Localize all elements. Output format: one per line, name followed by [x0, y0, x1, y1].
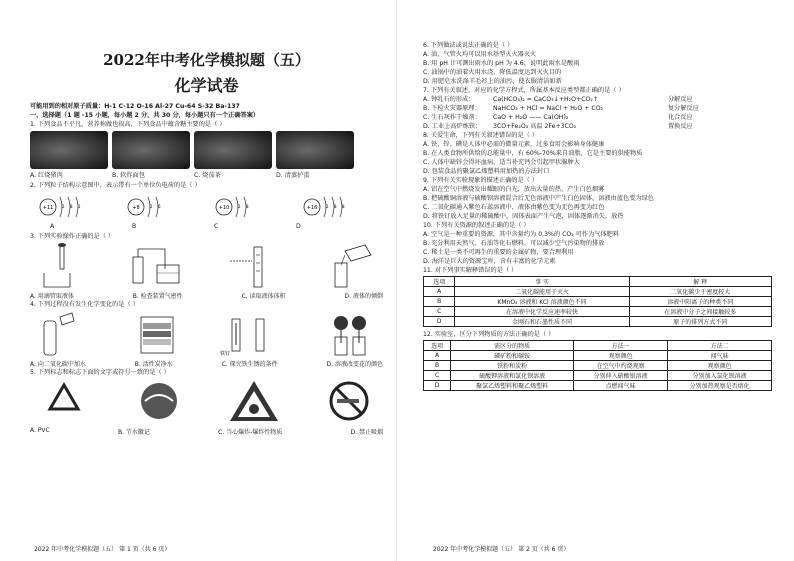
q6-option-b: B. 用 pH 计可测出雨水的 pH 为 4.6，说明此雨水是酸雨	[423, 60, 580, 67]
q8-option-c: C. 人体中缺锌会得坏血病，适当补充钙会引起甲状腺肿大	[423, 159, 580, 166]
svg-text:8: 8	[342, 204, 345, 209]
q5-option-c: C. 当心爆炸-爆炸性物质	[218, 429, 283, 436]
svg-text:8: 8	[70, 204, 73, 209]
question-11: 11. 对下列事实解释错误的是（ ）	[423, 267, 518, 274]
svg-text:1: 1	[78, 204, 81, 209]
q4-option-d: D. 溶液改变花的颜色	[326, 361, 383, 368]
table-row: D 金刚石和石墨性质不同 原子的排列方式不同	[424, 317, 772, 327]
q9-option-a: A. 铝在空气中燃烧发出耀眼的白光，放出大量的热，产生白色烟雾	[423, 186, 605, 193]
q5-option-b: B. 节水徽记	[117, 429, 150, 436]
question-6: 6. 下列做法或说法正确的是（ ）	[423, 42, 514, 49]
q3-option-b: B. 检查装置气密性	[132, 293, 183, 300]
q7-option-a: A. 钟乳石的形成： Ca(HCO₃)₂ = CaCO₃↓+H₂O+CO₂↑ 分解反应	[423, 96, 693, 103]
question-5: 5. 下列标志和标志下面的文字或符号一致的是（ ）	[30, 369, 170, 376]
svg-text:8: 8	[246, 204, 249, 209]
water-filter-figure	[125, 311, 193, 357]
q11-table	[423, 276, 772, 327]
atom-diagram-c	[212, 192, 272, 222]
nucleus-d: +16	[306, 205, 318, 211]
atom-diagram-d	[300, 192, 360, 222]
q12-table	[423, 340, 772, 391]
flower-figure	[315, 311, 383, 357]
exam-subtitle: 化学试卷	[174, 76, 239, 95]
cylinder-figure	[220, 243, 288, 289]
q7-option-c: C. 生石灰作干燥剂： CaO + H₂O —— Ca(OH)₂ 化合反应	[423, 114, 693, 121]
dropper-figure	[30, 243, 98, 289]
q2-label-a: A	[50, 223, 55, 230]
q5-options	[30, 427, 383, 436]
svg-text:2: 2	[238, 204, 241, 209]
q3-figures	[30, 243, 383, 289]
co2-bottle-figure	[30, 311, 98, 357]
section-1-heading: 一、选择题（1 题 -15 小题，每小题 2 分，共 30 分，每小题只有一个正确答案）	[30, 112, 260, 119]
atom-diagrams	[36, 192, 383, 222]
table-row: D 聚氯乙烯塑料和聚乙烯塑料 点燃闻气味 分别加热观察是否熔化	[424, 381, 772, 391]
page-1-footer: 2022 年中考化学模拟题（五） 第 1 页（共 6 页）	[34, 546, 171, 553]
recycle-icon	[30, 379, 98, 425]
q8-option-d: D. 包装食品的聚氯乙烯塑料用加热的方法封口	[423, 168, 550, 175]
nucleus-c: +10	[218, 205, 230, 211]
q7-option-d: D. 工业上高炉炼铁： 3CO+Fe₂O₃ 高温 2Fe+3CO₂ 置换反应	[423, 123, 693, 130]
q1-option-c: C. 烧茄茶	[194, 172, 221, 179]
table-header-row: 选项 事 实 解 释	[424, 277, 772, 287]
q2-labels	[50, 223, 383, 230]
q1-option-a: A. 红烧猪肉	[30, 172, 63, 179]
food-photo-b	[112, 131, 190, 169]
rust-test-figure	[220, 311, 288, 357]
explosive-warning-icon	[220, 379, 288, 425]
q6-option-c: C. 油锅中的油着火用水浇，降低温度达到灭火目的	[423, 69, 562, 76]
question-8: 8. 关爱生命，下列有关叙述错误的是（ ）	[423, 132, 539, 139]
no-smoking-icon	[315, 379, 383, 425]
q4-option-b: B. 活性炭净水	[134, 361, 173, 368]
page-2	[397, 0, 794, 561]
airtightness-figure	[125, 243, 193, 289]
nucleus-a: +11	[42, 205, 54, 211]
svg-text:6: 6	[158, 204, 161, 209]
q5-option-a: A. PVC	[30, 427, 50, 434]
q5-signs	[30, 379, 383, 425]
food-photo-a	[30, 131, 108, 169]
q6-option-a: A. 油、气管火均可以用水基型灭火器灭火	[423, 51, 537, 58]
q2-label-c: C	[214, 223, 219, 230]
table-row: A 二氧化碳能用于灭火 二氧化碳少于密度较大	[424, 287, 772, 297]
q3-option-c: C. 读取液体体积	[241, 293, 286, 300]
table-row: B 铁粉和炭粉 在空气中灼烧观察 观察颜色	[424, 361, 772, 371]
q10-option-d: D. 海洋是巨大的资源宝库，含有丰富的化学元素	[423, 258, 556, 265]
q2-label-b: B	[132, 223, 137, 230]
question-10: 10. 下列有关资源的叙述正确的是（ ）	[423, 222, 530, 229]
q10-option-c: C. 稀土是一类不可再生的重要的金属矿物，要合理利用	[423, 249, 574, 256]
table-row: A 磷矿粉和碳铵 观察颜色 闻气味	[424, 351, 772, 361]
q4-option-a: A. 向二氧化碳中加水	[30, 361, 86, 368]
svg-text:2: 2	[326, 204, 329, 209]
food-photo-c	[194, 131, 272, 169]
water-saving-icon	[125, 379, 193, 425]
question-9: 9. 下列有关实验现象的描述正确的是（ ）	[423, 177, 539, 184]
q4-figures	[30, 311, 383, 357]
q10-option-b: B. 充分利用天然气、石油等化石燃料，可以减少空气污染物的排放	[423, 240, 605, 247]
question-12: 12. 实验室，区分下列物质的方法正确的是（ ）	[423, 331, 555, 338]
table-row: C 硫酸钾溶液和氯化钡溶液 分别伸入硝酸银溶液 分别加入氯化钡溶液	[424, 371, 772, 381]
q1-option-d: D. 清蒸护蛋	[276, 172, 310, 179]
q1-option-b: B. 软炸面包	[112, 172, 145, 179]
svg-text:8: 8	[334, 204, 337, 209]
table-header-row: 选项 需区分的物质 方法一 方法二	[424, 341, 772, 351]
q1-options	[30, 170, 383, 179]
q5-option-d: D. 禁止吸烟	[350, 429, 383, 436]
q9-option-d: D. 将铁钉放入足量的稀硫酸中，固体表面产生气泡，固体逐渐消失，放热	[423, 213, 624, 220]
q2-label-d: D	[296, 223, 301, 230]
question-2: 2. 下列粒子结构示意图中，表示带有一个单位负电荷的是（ ）	[30, 182, 201, 189]
q9-option-b: B. 把硫酸铜溶液与硫酸钡溶液混合后无色溶液中产生白色固体，溶液由蓝色变为绿色	[423, 195, 654, 202]
q3-options	[30, 291, 383, 300]
q6-option-d: D. 用肥皂水洗涤羊毛衫上的油污，使衣服清洁如新	[423, 78, 562, 85]
page-2-footer: 2022 年中考化学模拟题（五） 第 2 页（共 6 页）	[433, 546, 570, 553]
question-4: 4. 下列过程没有发生化学变化的是（ ）	[30, 301, 139, 308]
svg-text:2: 2	[62, 204, 65, 209]
q4-options	[30, 359, 383, 368]
pouring-figure	[315, 243, 383, 289]
iron-nail-label: 铁钉	[220, 351, 231, 357]
question-3: 3. 下列实验操作正确的是（ ）	[30, 233, 115, 240]
exam-title: 2022年中考化学模拟题（五）	[103, 51, 310, 69]
q1-photos	[30, 131, 383, 169]
atomic-masses: 可能用到的相对原子质量：H-1 C-12 O-16 Al-27 Cu-64 S-32 Ba-137	[30, 103, 240, 110]
q3-option-a: A. 用滴管取液体	[30, 293, 74, 300]
q3-option-d: D. 液体的倾倒	[344, 293, 383, 300]
question-7: 7. 下列有关叙述、对应的化学方程式，所属基本反应类型都正确的是（ ）	[423, 87, 625, 94]
q8-option-b: B. 在人类食物所供给的总能量中，有 60%-70%来自油脂，它是主要的供能物质	[423, 150, 643, 157]
question-1: 1. 下列食品不平凡，营养称做也很高，下列食品中蕴含糖主要的是（ ）	[30, 121, 226, 128]
q4-option-c: C. 探究铁生锈的条件	[221, 361, 278, 368]
table-row: C 在溶液中化学反应速率较快 在溶液中分子之间接触较多	[424, 307, 772, 317]
nucleus-b: +8	[132, 205, 140, 211]
q7-option-b: B. 下检火灾器原理： NaHCO₃ + HCl = NaCl + H₂O + CO₂ 复分解反应	[423, 105, 699, 112]
atom-diagram-a	[36, 192, 96, 222]
food-photo-d	[276, 131, 354, 169]
table-row: B KMnO₄ 溶液和 KCl 溶液颜色不同 溶液中阳离子的种类不同	[424, 297, 772, 307]
svg-text:2: 2	[150, 204, 153, 209]
q10-option-a: A. 空气是一种重要的资源，其中含量约为 0.3%的 CO₂ 可作为气体肥料	[423, 231, 620, 238]
q8-option-a: A. 铁、锌、碘是人体中必需的微量元素，过多食用会影响身体健康	[423, 141, 605, 148]
q9-option-c: C. 二氧化碳通入紫色石蕊溶液中，液体由紫色变为无色再变为红色	[423, 204, 605, 211]
atom-diagram-b	[124, 192, 184, 222]
